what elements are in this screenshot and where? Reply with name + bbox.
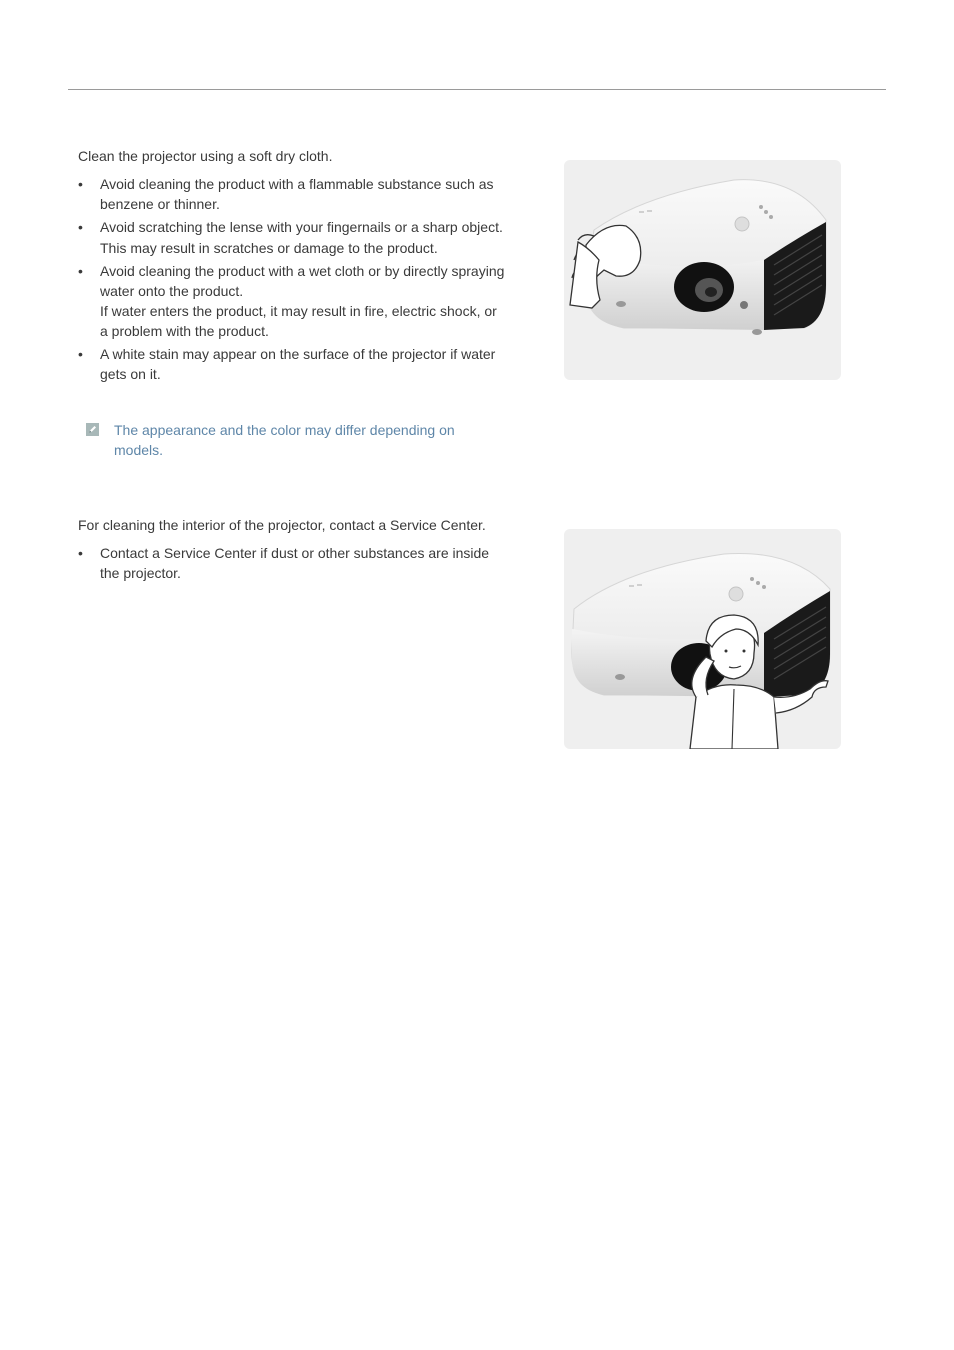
- list-item: [78, 345, 508, 384]
- bullet-subtext: If water enters the product, it may result in fire, electric shock, or a problem with the product.: [100, 303, 497, 339]
- bullet-marker: •: [78, 219, 83, 235]
- interior-intro: For cleaning the interior of the projector, contact a Service Center.: [78, 517, 486, 533]
- note-text: The appearance and the color may differ depending on models.: [114, 422, 455, 458]
- list-item: [78, 175, 508, 214]
- bullet-subtext: This may result in scratches or damage to the product.: [100, 239, 438, 256]
- header-rule: [68, 89, 886, 90]
- note-pencil-icon: [86, 423, 99, 436]
- figure-service-center: [564, 529, 841, 749]
- bullet-marker: •: [78, 545, 83, 561]
- bullet-marker: •: [78, 176, 83, 192]
- list-item: [78, 544, 508, 583]
- list-item: [78, 218, 508, 258]
- projector-shrug-illustration: [564, 529, 841, 749]
- exterior-intro: Clean the projector using a soft dry cloth.: [78, 148, 333, 164]
- bullet-text: Avoid scratching the lense with your fingernails or a sharp object.: [100, 219, 503, 235]
- bullet-text: Avoid cleaning the product with a flammable substance such as benzene or thinner.: [100, 176, 494, 212]
- bullet-text: A white stain may appear on the surface of the projector if water gets on it.: [100, 346, 496, 382]
- bullet-marker: •: [78, 346, 83, 362]
- list-item: [78, 262, 508, 341]
- bullet-text: Contact a Service Center if dust or other substances are inside the projector.: [100, 545, 490, 581]
- note-callout: [86, 421, 486, 460]
- bullet-text: Avoid cleaning the product with a wet cloth or by directly spraying water onto the product.: [100, 263, 505, 299]
- projector-wipe-illustration: [564, 160, 841, 380]
- figure-cleaning-projector: [564, 160, 841, 380]
- exterior-bullet-list: [78, 175, 508, 388]
- bullet-marker: •: [78, 263, 83, 279]
- interior-bullet-list: [78, 544, 508, 587]
